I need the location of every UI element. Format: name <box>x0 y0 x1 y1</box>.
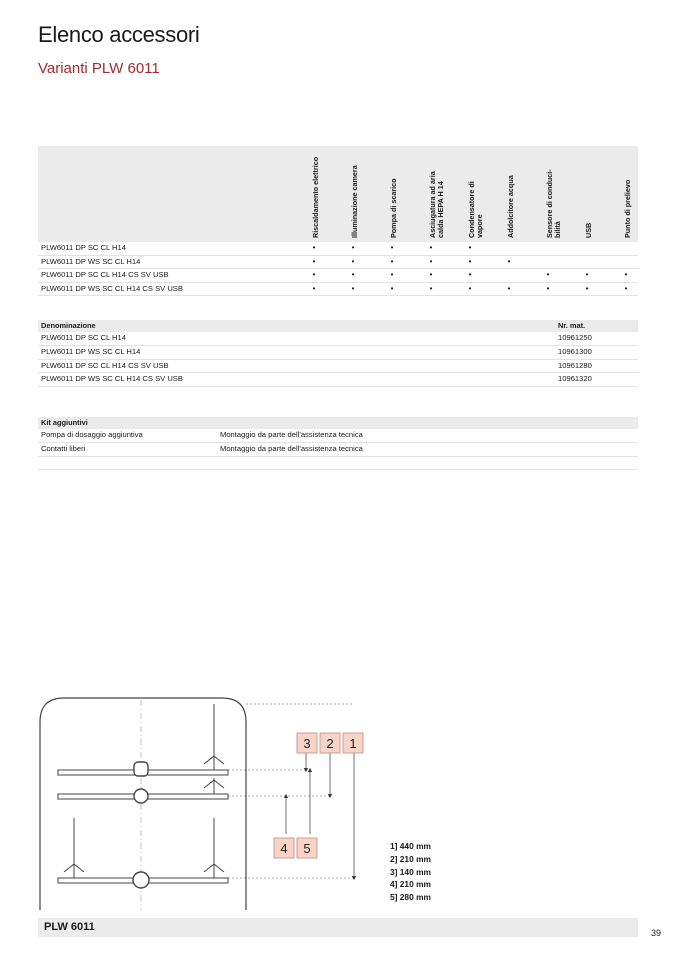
product-name: PLW6011 DP WS SC CL H14 <box>41 346 141 356</box>
feature-mark: • <box>312 270 316 279</box>
material-number: 10961320 <box>558 374 592 384</box>
marker-1-label: 1 <box>349 736 357 751</box>
column-header-label: USB <box>584 222 593 238</box>
feature-mark: • <box>390 243 394 252</box>
feature-mark: • <box>468 283 472 293</box>
kits-header-label: Kit aggiuntivi <box>41 418 88 427</box>
variant-label: PLW6011 DP SC CL H14 <box>41 243 126 252</box>
kit-name: Contatti liberi <box>41 443 86 453</box>
product-name: PLW6011 DP WS SC CL H14 CS SV USB <box>41 374 183 384</box>
feature-mark: • <box>312 243 316 252</box>
denomination-header <box>38 320 638 332</box>
rack-top <box>58 704 228 776</box>
variant-label: PLW6011 DP WS SC CL H14 <box>41 256 141 266</box>
product-name: PLW6011 DP SC CL H14 CS SV USB <box>41 360 169 370</box>
variants-table-body <box>38 242 638 296</box>
page-number: 39 <box>651 928 662 938</box>
dimension-arrows <box>286 736 357 878</box>
marker-2-label: 2 <box>326 736 334 751</box>
table-row-empty <box>38 457 638 471</box>
feature-mark: • <box>468 256 472 266</box>
column-header <box>620 146 638 238</box>
column-header <box>581 146 599 238</box>
feature-mark: • <box>546 270 550 279</box>
material-number: 10961280 <box>558 360 592 370</box>
column-header <box>386 146 404 238</box>
marker-3-label: 3 <box>303 736 311 751</box>
page-title: Elenco accessori <box>38 22 200 47</box>
rack-bottom <box>58 818 228 888</box>
kit-name: Pompa di dosaggio aggiuntiva <box>41 430 143 439</box>
column-header <box>308 146 326 238</box>
feature-mark: • <box>585 283 589 293</box>
marker-5 <box>297 838 317 858</box>
dimension-item: 3] 140 mm <box>390 866 431 877</box>
column-header <box>464 146 482 238</box>
kits-header <box>38 417 638 429</box>
feature-mark: • <box>546 283 550 293</box>
material-number: 10961300 <box>558 346 592 356</box>
table-row <box>38 346 638 360</box>
column-header-label: Addolcitore acqua <box>506 175 515 238</box>
table-row <box>38 429 638 443</box>
feature-mark: • <box>429 270 433 279</box>
column-header-label: Pompa di scarico <box>389 178 398 238</box>
dimension-item: 5] 280 mm <box>390 892 431 903</box>
marker-4-label: 4 <box>280 841 288 856</box>
feature-mark: • <box>585 270 589 279</box>
rack-middle <box>58 778 228 803</box>
marker-1 <box>343 733 363 753</box>
column-header <box>425 146 443 238</box>
table-row <box>38 443 638 457</box>
dimension-item: 4] 210 mm <box>390 879 431 890</box>
kits-table <box>38 417 638 470</box>
feature-mark: • <box>390 270 394 279</box>
feature-mark: • <box>351 243 355 252</box>
marker-2 <box>320 733 340 753</box>
kit-note: Montaggio da parte dell'assistenza tecnica <box>220 443 363 453</box>
column-header-label: Asciugatura ad aria calda HEPA H 14 <box>428 171 445 238</box>
dimension-item: 1] 440 mm <box>390 841 431 851</box>
column-header-label: Illuminazione camera <box>350 165 359 238</box>
feature-mark: • <box>351 256 355 266</box>
feature-mark: • <box>390 283 394 293</box>
footer-model: PLW 6011 <box>44 921 95 933</box>
footer-bar <box>38 918 638 937</box>
column-header-label: Condensatore di vapore <box>467 181 484 238</box>
feature-mark: • <box>507 256 511 266</box>
variants-table <box>38 146 638 296</box>
column-header <box>347 146 365 238</box>
column-header <box>503 146 521 238</box>
feature-mark: • <box>312 256 316 266</box>
page-subtitle: Varianti PLW 6011 <box>38 60 160 77</box>
feature-mark: • <box>351 270 355 279</box>
table-row <box>38 373 638 387</box>
feature-mark: • <box>429 283 433 293</box>
column-header-label: Sensore di conduci- bilità <box>545 169 562 238</box>
table-row <box>38 256 638 270</box>
table-row <box>38 242 638 256</box>
table-row <box>38 269 638 283</box>
denomination-header-number: Nr. mat. <box>558 321 586 330</box>
denomination-header-name: Denominazione <box>41 321 96 330</box>
variant-label: PLW6011 DP SC CL H14 CS SV USB <box>41 270 169 279</box>
feature-mark: • <box>351 283 355 293</box>
dimension-item: 2] 210 mm <box>390 853 431 864</box>
feature-mark: • <box>468 270 472 279</box>
product-name: PLW6011 DP SC CL H14 <box>41 333 126 342</box>
material-number: 10961250 <box>558 333 592 342</box>
feature-mark: • <box>390 256 394 266</box>
column-header <box>542 146 560 238</box>
marker-5-label: 5 <box>303 841 311 856</box>
denomination-table <box>38 320 638 387</box>
marker-4 <box>274 838 294 858</box>
feature-mark: • <box>507 283 511 293</box>
column-header-label: Riscaldamento elettrico <box>311 156 320 238</box>
rack-dimension-diagram <box>36 694 376 910</box>
feature-mark: • <box>429 243 433 252</box>
feature-mark: • <box>468 243 472 252</box>
table-row <box>38 332 638 346</box>
feature-mark: • <box>312 283 316 293</box>
table-row <box>38 360 638 374</box>
variants-table-header <box>38 146 638 242</box>
variant-label: PLW6011 DP WS SC CL H14 CS SV USB <box>41 283 183 293</box>
dimension-list <box>390 840 431 904</box>
feature-mark: • <box>624 283 628 293</box>
feature-mark: • <box>429 256 433 266</box>
marker-3 <box>297 733 317 753</box>
feature-mark: • <box>624 270 628 279</box>
table-row <box>38 283 638 297</box>
kit-note: Montaggio da parte dell'assistenza tecnica <box>220 430 363 439</box>
column-header-label: Punto di prelievo <box>623 179 632 238</box>
